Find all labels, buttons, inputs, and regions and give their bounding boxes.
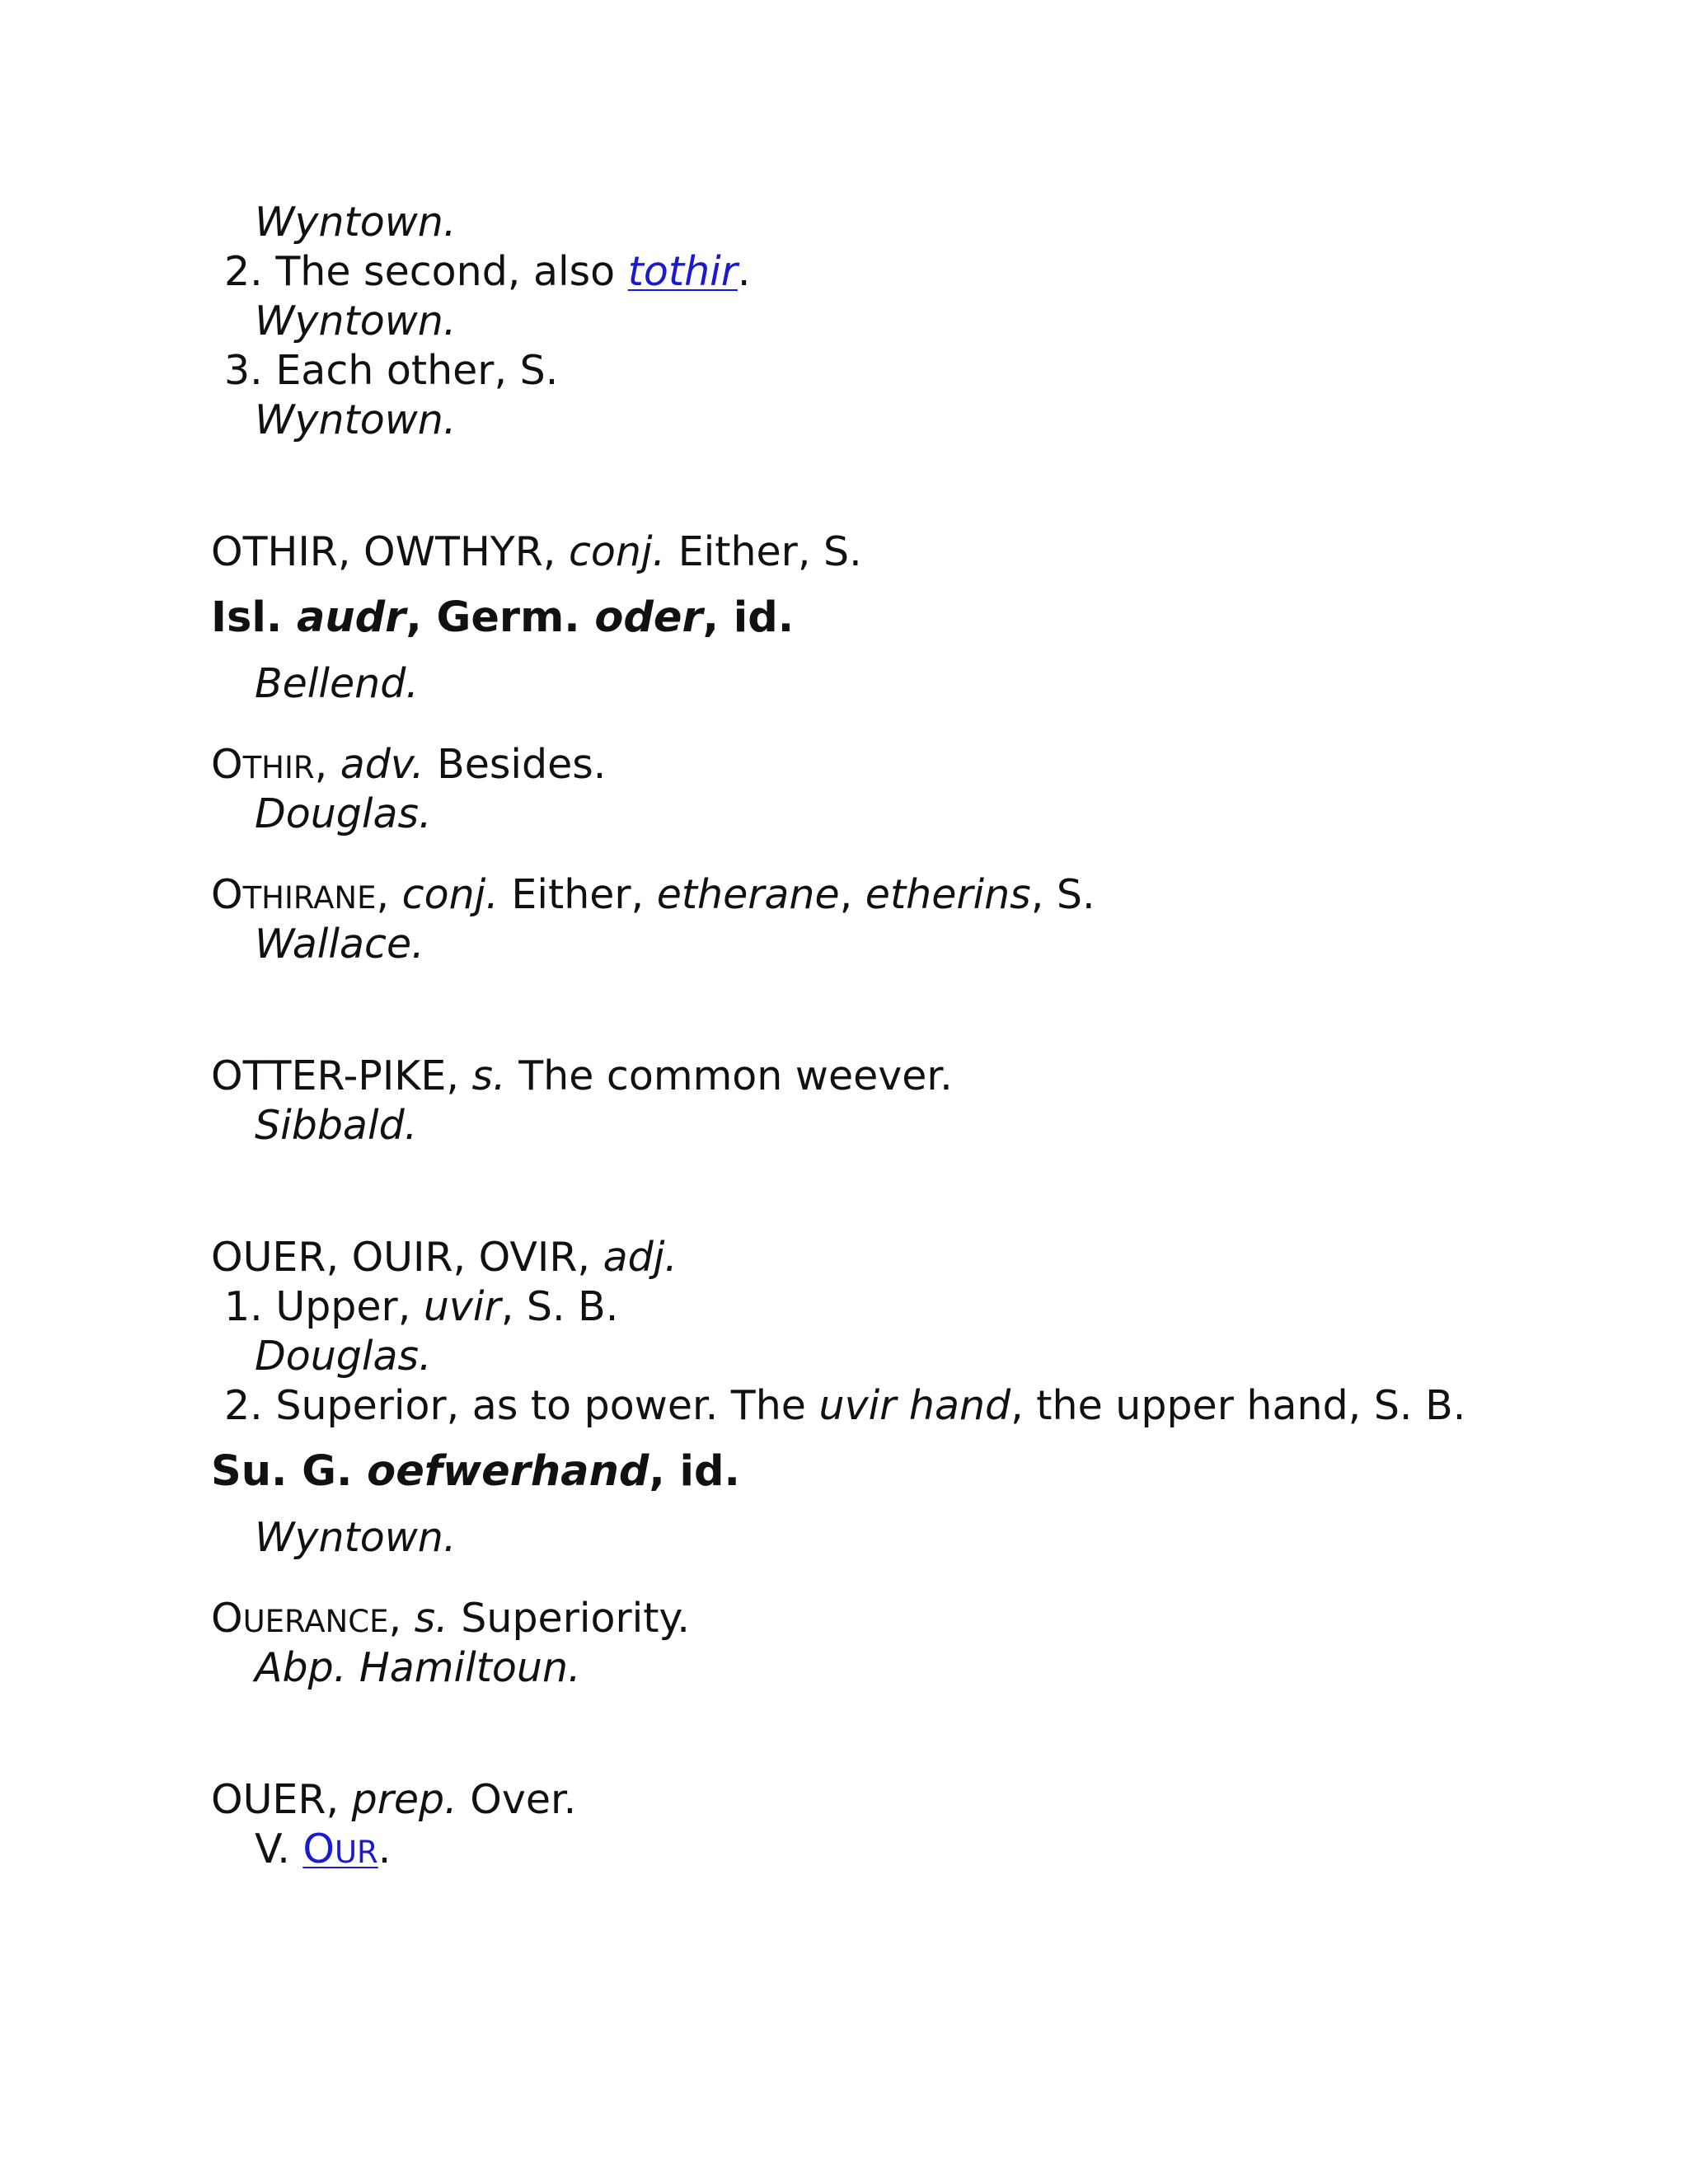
entry-ouer-prep: OUER, prep. Over.	[211, 1776, 577, 1823]
headword-initial: O	[211, 741, 243, 788]
link-our[interactable]	[302, 1825, 377, 1872]
sense-line	[224, 248, 751, 295]
sense-text: Upper,	[275, 1283, 411, 1330]
citation: Bellend.	[255, 660, 419, 707]
entry-othir-adv: OTHIR, adv. Besides.	[211, 741, 607, 788]
headword-initial: O	[211, 871, 243, 918]
citation: Wallace.	[255, 921, 424, 968]
xref-initial[interactable]: O	[302, 1825, 335, 1872]
etymology-tail: , id.	[649, 1447, 740, 1496]
part-of-speech: s.	[471, 1052, 506, 1099]
sense-italic: uvir	[423, 1283, 501, 1330]
sense-number: 2.	[224, 248, 263, 295]
headword-rest: THIRANE	[242, 880, 377, 916]
headword-rest: THIR	[242, 750, 315, 785]
xref-rest[interactable]: UR	[334, 1835, 378, 1870]
headword: OUER, OUIR, OVIR	[211, 1234, 578, 1281]
entry-otter-pike: OTTER-PIKE, s. The common weever.	[211, 1052, 953, 1099]
etymology-separator: , Germ.	[406, 593, 580, 642]
definition: Superiority.	[461, 1595, 691, 1642]
definition: Either, S.	[678, 528, 862, 575]
citation: Wyntown.	[255, 298, 457, 344]
sense-line	[224, 1283, 619, 1330]
cross-reference	[255, 1825, 392, 1872]
sense-italic: uvir hand	[818, 1382, 1011, 1429]
variant: etherins	[865, 871, 1031, 918]
etymology	[211, 1447, 740, 1496]
variant: etherane	[656, 871, 840, 918]
entry-othirane: OTHIRANE, conj. Either, etherane, etherins, S.	[211, 871, 1095, 918]
entry-ouerance: OUERANCE, s. Superiority.	[211, 1595, 691, 1642]
entry-othir-owthyr: OTHIR, OWTHYR, conj. Either, S.	[211, 528, 862, 575]
definition: Over.	[470, 1776, 577, 1823]
link-tothir[interactable]: tothir	[627, 248, 738, 295]
etymology-tail: , id.	[702, 593, 795, 642]
citation: Wyntown.	[255, 1514, 457, 1561]
headword: OUER	[211, 1776, 326, 1823]
part-of-speech: adj.	[603, 1234, 678, 1281]
citation: Abp. Hamiltoun.	[255, 1644, 581, 1691]
etymology-language: Isl.	[211, 593, 283, 642]
part-of-speech: conj.	[568, 528, 666, 575]
definition: The common weever.	[518, 1052, 953, 1099]
etymology-language: Su. G.	[211, 1447, 353, 1496]
headword-initial: O	[211, 1595, 243, 1642]
headword: OTHIR, OWTHYR	[211, 528, 543, 575]
definition: Besides.	[437, 741, 607, 788]
entry-ouer-adj: OUER, OUIR, OVIR, adj.	[211, 1234, 678, 1281]
sense-line	[224, 1382, 1466, 1429]
part-of-speech: s.	[414, 1595, 448, 1642]
etymology-word: oder	[594, 593, 703, 642]
etymology	[211, 593, 795, 642]
etymology-word: audr	[296, 593, 406, 642]
punctuation: .	[737, 248, 751, 295]
headword: OTTER-PIKE	[211, 1052, 447, 1099]
sense-text: The second, also	[275, 248, 628, 295]
sense-number: 3.	[224, 347, 263, 394]
definition-tail: , S.	[1030, 871, 1095, 918]
citation: Wyntown.	[255, 396, 457, 443]
definition: Either,	[511, 871, 645, 918]
sense-line	[224, 347, 559, 394]
sense-text: Superior, as to power. The	[275, 1382, 806, 1429]
part-of-speech: prep.	[351, 1776, 457, 1823]
xref-prefix: V.	[255, 1825, 290, 1872]
citation: Douglas.	[255, 1333, 432, 1380]
citation: Sibbald.	[255, 1102, 418, 1149]
headword-rest: UERANCE	[242, 1604, 389, 1639]
xref-tail: .	[377, 1825, 392, 1872]
part-of-speech: adv.	[340, 741, 424, 788]
sense-number: 2.	[224, 1382, 263, 1429]
part-of-speech: conj.	[401, 871, 499, 918]
sense-tail: , the upper hand, S. B.	[1010, 1382, 1466, 1429]
sense-tail: , S. B.	[500, 1283, 619, 1330]
sense-text: Each other, S.	[275, 347, 559, 394]
sense-number: 1.	[224, 1283, 263, 1330]
citation: Douglas.	[255, 790, 432, 837]
etymology-word: oefwerhand	[367, 1447, 649, 1496]
citation: Wyntown.	[255, 199, 457, 246]
